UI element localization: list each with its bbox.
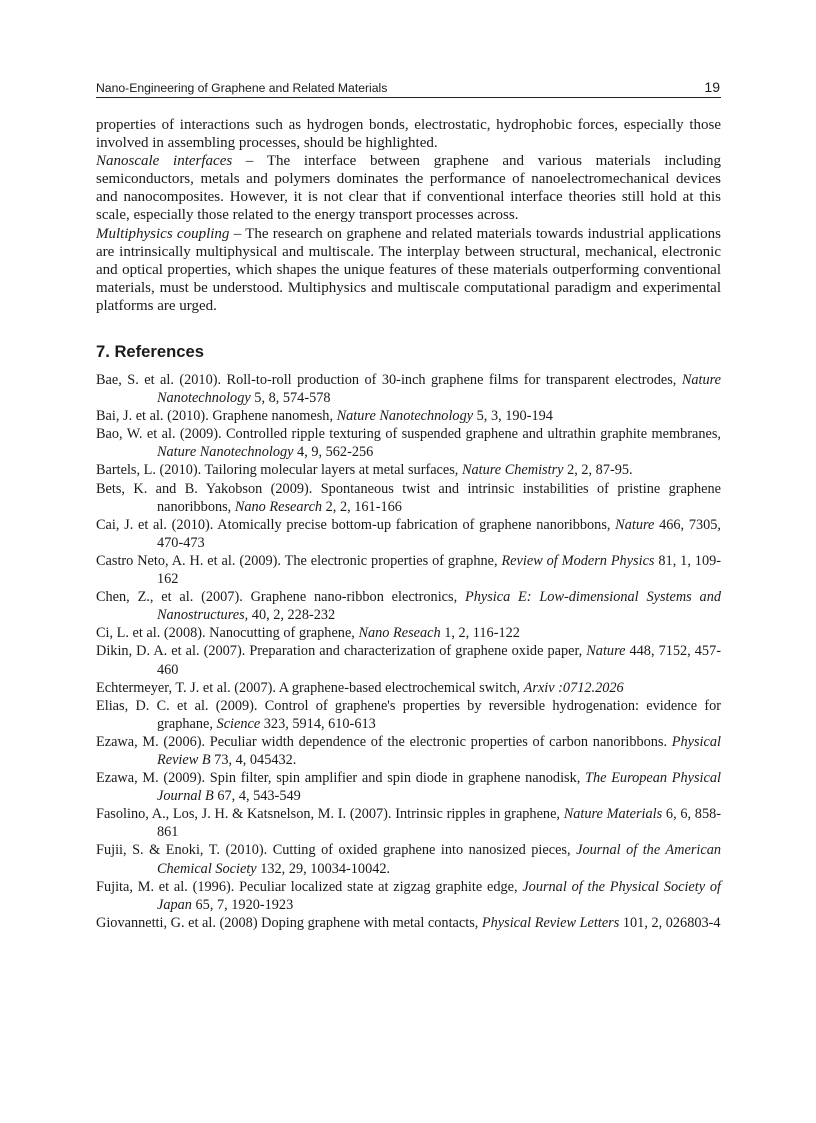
reference-item: Giovannetti, G. et al. (2008) Doping graphene with metal contacts, Physical Review Letters 101, 2, 026803-4 bbox=[96, 914, 721, 931]
reference-item: Ezawa, M. (2009). Spin filter, spin amplifier and spin diode in graphene nanodisk, The European Physical Journal B 67, 4, 543-549 bbox=[96, 770, 721, 805]
reference-item: Castro Neto, A. H. et al. (2009). The electronic properties of graphne, Review of Modern Physics 81, 1, 109-162 bbox=[96, 552, 722, 588]
paragraph-lead-term: Multiphysics coupling bbox=[96, 225, 230, 242]
reference-item: Ci, L. et al. (2008). Nanocutting of graphene, Nano Reseach 1, 2, 116-122 bbox=[96, 625, 520, 642]
paragraph-multiphysics-coupling bbox=[96, 225, 721, 315]
running-header-title: Nano-Engineering of Graphene and Related Materials bbox=[96, 81, 388, 95]
paragraph-nanoscale-interfaces bbox=[96, 152, 721, 224]
reference-item: Cai, J. et al. (2010). Atomically precise bottom-up fabrication of graphene nanoribbons, Nature 466, 7305, 470-473 bbox=[96, 516, 721, 551]
reference-item: Bae, S. et al. (2010). Roll-to-roll production of 30-inch graphene films for transparent electrodes, Nature Nanotechnology 5, 8, 574-578 bbox=[96, 372, 721, 407]
running-header bbox=[96, 78, 721, 98]
reference-item: Ezawa, M. (2006). Peculiar width dependence of the electronic properties of carbon nanoribbons. Physical Review B 73, 4, 045432. bbox=[96, 733, 721, 768]
paragraph-interactions: properties of interactions such as hydrogen bonds, electrostatic, hydrophobic forces, especially those involved in assembling processes, should be highlighted. bbox=[96, 117, 721, 152]
reference-item: Bartels, L. (2010). Tailoring molecular layers at metal surfaces, Nature Chemistry 2, 2, 87-95. bbox=[96, 462, 633, 479]
paragraph-text: – The research on graphene and related materials towards industrial applications are intrinsically multiphysical and multiscale. The interplay between structural, mechanical, electronic and optical properties, which shapes the unique features of these materials outperforming conventional materials, must be understood. Multiphysics and multiscale computational paradigm and experimental platforms are urged. bbox=[96, 225, 722, 314]
paragraph-text: – The interface between graphene and various materials including semiconductors, metals and polymers dominates the performance of nanoelectromechanical devices and nanocomposites. However, it is not clear that if conventional interface theories still hold at this scale, especially those related to the energy transport processes across. bbox=[96, 153, 721, 224]
reference-item: Echtermeyer, T. J. et al. (2007). A graphene-based electrochemical switch, Arxiv :0712.2026 bbox=[96, 679, 624, 696]
reference-item: Elias, D. C. et al. (2009). Control of graphene's properties by reversible hydrogenation: evidence for graphane, Science 323, 5914, 610-613 bbox=[96, 697, 721, 732]
reference-item: Fujii, S. & Enoki, T. (2010). Cutting of oxided graphene into nanosized pieces, Journal of the American Chemical Society 132, 29, 10034-10042. bbox=[96, 842, 722, 877]
page-number: 19 bbox=[704, 79, 720, 95]
reference-item: Bets, K. and B. Yakobson (2009). Spontaneous twist and intrinsic instabilities of pristine graphene nanoribbons, Nano Research 2, 2, 161-166 bbox=[96, 480, 721, 515]
reference-list bbox=[96, 371, 721, 932]
reference-item: Bao, W. et al. (2009). Controlled ripple texturing of suspended graphene and ultrathin graphite membranes, Nature Nanotechnology 4, 9, 562-256 bbox=[96, 426, 721, 461]
reference-item: Dikin, D. A. et al. (2007). Preparation and characterization of graphene oxide paper, Nature 448, 7152, 457-460 bbox=[96, 643, 721, 678]
reference-item: Bai, J. et al. (2010). Graphene nanomesh, Nature Nanotechnology 5, 3, 190-194 bbox=[96, 408, 553, 425]
body-text bbox=[96, 116, 721, 315]
paragraph-lead-term: Nanoscale interfaces bbox=[96, 153, 233, 170]
reference-item: Fasolino, A., Los, J. H. & Katsnelson, M. I. (2007). Intrinsic ripples in graphene, Nature Materials 6, 6, 858-861 bbox=[96, 806, 722, 841]
reference-item: Chen, Z., et al. (2007). Graphene nano-ribbon electronics, Physica E: Low-dimensional Systems and Nanostructures, 40, 2, 228-232 bbox=[96, 589, 721, 624]
references-heading: 7. References bbox=[96, 342, 204, 361]
reference-item: Fujita, M. et al. (1996). Peculiar localized state at zigzag graphite edge, Journal of the Physical Society of Japan 65, 7, 1920-1923 bbox=[96, 878, 721, 913]
